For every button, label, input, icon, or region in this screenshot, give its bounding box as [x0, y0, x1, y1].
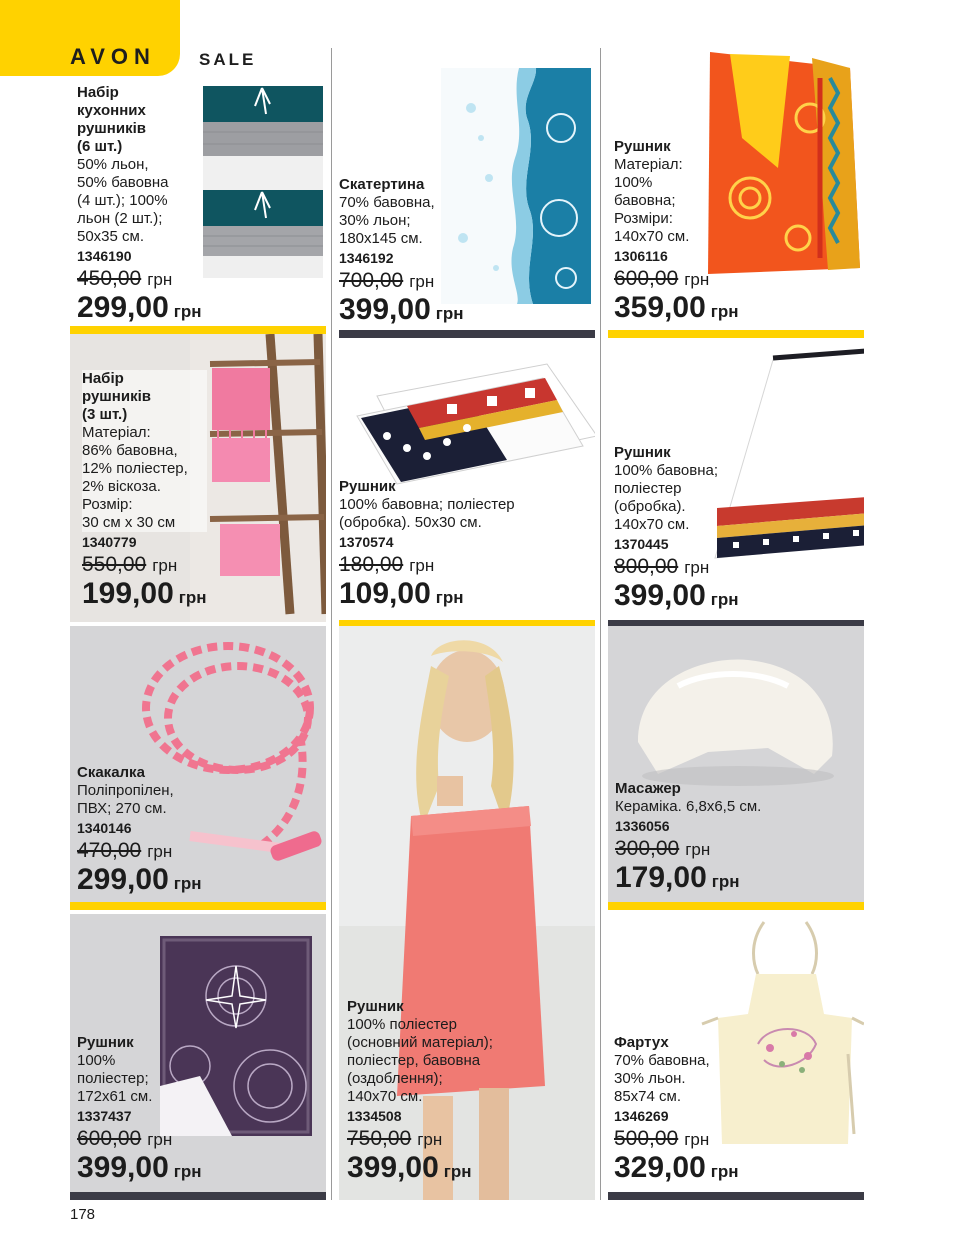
massager-image [618, 646, 854, 796]
old-price [77, 839, 202, 864]
new-price [615, 862, 761, 898]
tablecloth-image [441, 68, 591, 304]
product-code: 1340779 [82, 534, 137, 550]
product-description: 70% бавовна, 30% льон; 180х145 см. [339, 194, 435, 247]
product-card-tablecloth[interactable] [339, 50, 595, 338]
product-card-towel-white[interactable] [608, 338, 864, 628]
old-price [339, 269, 464, 294]
new-price-currency: грн [178, 588, 207, 607]
product-description: 100% бавовна; поліестер (обробка). 140х70 см. [614, 462, 719, 533]
product-name: Рушник [614, 444, 671, 461]
product-name: Рушник [339, 478, 396, 495]
new-price-value: 299,00 [77, 291, 169, 324]
old-price-currency: грн [152, 556, 178, 575]
old-price-value: 600,00 [77, 1127, 142, 1150]
new-price-value: 199,00 [82, 577, 174, 610]
new-price-currency: грн [435, 304, 464, 323]
new-price-currency: грн [443, 1162, 472, 1181]
column-divider [600, 48, 601, 1200]
old-price-currency: грн [147, 842, 173, 861]
new-price-currency: грн [173, 874, 202, 893]
product-card-apron[interactable] [608, 914, 864, 1200]
product-description: Кераміка. 6,8х6,5 см. [615, 798, 762, 815]
new-price-value: 299,00 [77, 863, 169, 896]
product-card-massager[interactable] [608, 626, 864, 910]
yellow-bar [608, 902, 864, 910]
new-price-currency: грн [710, 590, 739, 609]
product-code: 1340146 [77, 820, 132, 836]
product-description: Матеріал: 86% бавовна, 12% поліестер, 2% віскоза. Розмір: 30 см х 30 см [82, 424, 207, 532]
product-code: 1306116 [614, 248, 668, 264]
old-price-value: 180,00 [339, 553, 404, 576]
product-info [614, 1034, 739, 1188]
new-price [77, 864, 202, 900]
new-price-currency: грн [710, 302, 739, 321]
old-price-currency: грн [417, 1130, 443, 1149]
product-card-towel-purple[interactable] [70, 914, 326, 1200]
dark-bar [608, 1192, 864, 1200]
new-price [347, 1152, 493, 1188]
product-info [77, 764, 202, 900]
old-price-value: 500,00 [614, 1127, 679, 1150]
product-name: Набір кухонних рушників (6 шт.) [77, 84, 146, 155]
old-price-currency: грн [147, 1130, 173, 1149]
old-price-value: 800,00 [614, 555, 679, 578]
new-price-value: 109,00 [339, 577, 431, 610]
old-price-value: 550,00 [82, 553, 147, 576]
product-card-jump-rope[interactable] [70, 626, 326, 910]
product-card-towel-patterned[interactable] [339, 338, 595, 628]
product-description: 100% поліестер (основний матеріал); поліестер, бавовна (оздоблення); 140х70 см. [347, 1016, 493, 1105]
old-price-value: 700,00 [339, 269, 404, 292]
old-price-currency: грн [684, 270, 710, 289]
product-description: 70% бавовна, 30% льон. 85х74 см. [614, 1052, 710, 1105]
old-price-currency: грн [147, 270, 173, 289]
product-code: 1346269 [614, 1108, 669, 1124]
product-info [82, 370, 207, 614]
new-price-currency: грн [710, 1162, 739, 1181]
kitchen-towels-image [200, 84, 326, 280]
old-price-value: 450,00 [77, 267, 142, 290]
old-price [77, 1127, 202, 1152]
old-price [347, 1127, 493, 1152]
old-price-currency: грн [685, 840, 711, 859]
new-price [614, 580, 739, 616]
product-code: 1337437 [77, 1108, 132, 1124]
product-description: 50% льон, 50% бавовна (4 шт.); 100% льон (2 шт.); 50х35 см. [77, 156, 169, 245]
product-code: 1334508 [347, 1108, 402, 1124]
section-title: SALE [199, 50, 257, 69]
product-name: Масажер [615, 780, 681, 797]
old-price [82, 553, 207, 578]
new-price-value: 179,00 [615, 861, 707, 894]
product-info [339, 478, 515, 614]
product-name: Рушник [347, 998, 404, 1015]
product-name: Набір рушників (3 шт.) [82, 370, 207, 424]
product-info [347, 998, 493, 1188]
new-price-value: 399,00 [77, 1151, 169, 1184]
old-price-currency: грн [409, 272, 435, 291]
product-card-towel-orange[interactable] [608, 48, 864, 338]
product-code: 1346190 [77, 248, 132, 264]
new-price [77, 292, 202, 328]
old-price [614, 267, 739, 292]
product-description: 100% бавовна; поліестер (обробка). 50х30 см. [339, 496, 515, 531]
dark-bar [70, 1192, 326, 1200]
column-divider [331, 48, 332, 1200]
product-description: Матеріал: 100% бавовна; Розміри: 140х70 см. [614, 156, 690, 245]
product-code: 1336056 [615, 818, 670, 834]
product-description: Поліпропілен, ПВХ; 270 см. [77, 782, 174, 817]
product-code: 1370574 [339, 534, 394, 550]
product-name: Рушник [614, 138, 671, 155]
old-price-currency: грн [684, 1130, 710, 1149]
new-price-value: 329,00 [614, 1151, 706, 1184]
product-name: Скакалка [77, 764, 145, 781]
old-price-currency: грн [409, 556, 435, 575]
new-price-value: 399,00 [347, 1151, 439, 1184]
old-price-value: 470,00 [77, 839, 142, 862]
product-info [77, 1034, 202, 1188]
product-card-kitchen-towels[interactable] [70, 76, 326, 334]
new-price [82, 578, 207, 614]
avon-logo: AVON [70, 44, 156, 69]
page-number: 178 [70, 1206, 96, 1223]
new-price-value: 399,00 [614, 579, 706, 612]
new-price-value: 359,00 [614, 291, 706, 324]
old-price [77, 267, 202, 292]
product-card-body-towel[interactable] [339, 626, 595, 1200]
new-price-currency: грн [711, 872, 740, 891]
product-info [339, 176, 464, 330]
old-price-value: 600,00 [614, 267, 679, 290]
product-name: Скатертина [339, 176, 425, 193]
new-price-currency: грн [435, 588, 464, 607]
yellow-bar [608, 330, 864, 338]
product-info [615, 780, 761, 898]
product-info [614, 138, 739, 328]
yellow-bar [70, 902, 326, 910]
new-price [614, 1152, 739, 1188]
old-price [614, 555, 739, 580]
product-code: 1346192 [339, 250, 394, 266]
old-price-currency: грн [684, 558, 710, 577]
product-info [614, 444, 739, 616]
new-price-currency: грн [173, 1162, 202, 1181]
patterned-towel-image [347, 356, 595, 486]
new-price [339, 294, 464, 330]
product-name: Фартух [614, 1034, 669, 1051]
product-code: 1370445 [614, 536, 669, 552]
product-description: 100% поліестер; 172х61 см. [77, 1052, 153, 1105]
old-price [615, 837, 761, 862]
old-price-value: 750,00 [347, 1127, 412, 1150]
product-card-towel-set-pink[interactable] [70, 334, 326, 622]
ladder-towels-image [190, 334, 326, 622]
old-price [614, 1127, 739, 1152]
new-price-currency: грн [173, 302, 202, 321]
old-price-value: 300,00 [615, 837, 680, 860]
product-name: Рушник [77, 1034, 134, 1051]
new-price [77, 1152, 202, 1188]
new-price-value: 399,00 [339, 293, 431, 326]
old-price [339, 553, 515, 578]
dark-bar [339, 330, 595, 338]
new-price [339, 578, 515, 614]
new-price [614, 292, 739, 328]
product-info [77, 84, 202, 328]
